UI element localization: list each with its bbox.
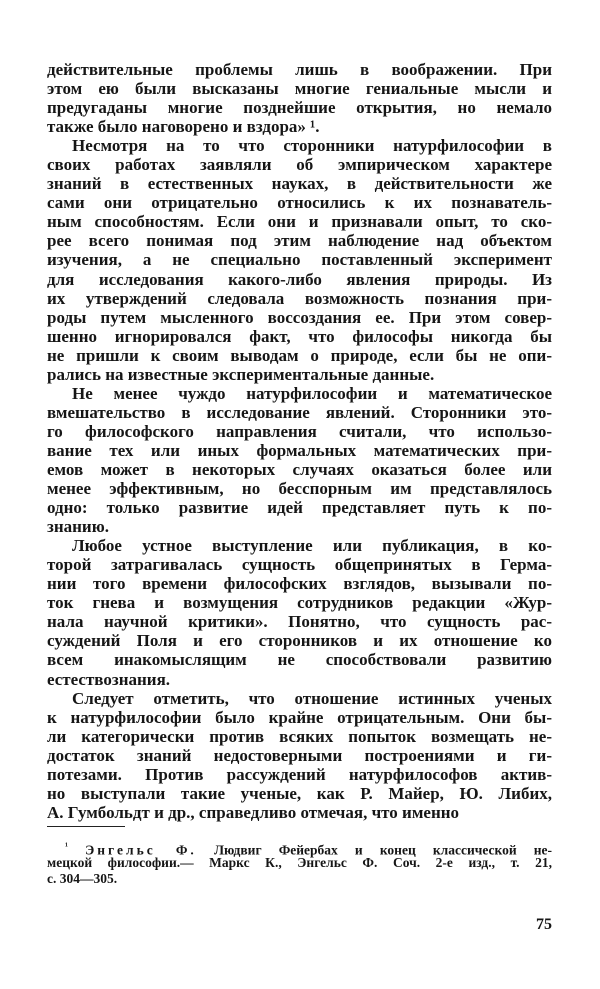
text-line: естествознания. [47, 669, 171, 689]
footnote-line: мецкой философии.— Маркс К., Энгельс Ф. Соч. 2-е изд., т. 21, [47, 855, 552, 870]
text-line: нии того времени философских взглядов, вызывали по- [47, 574, 552, 594]
footnote-line [47, 839, 552, 858]
text-line: их утверждений следовала возможность познания при- [47, 288, 552, 308]
text-line: го философского направления считали, что использо- [47, 421, 552, 441]
text-line: вмешательство в исследование явлений. Сторонники это- [47, 402, 552, 422]
text-line: изучения, а не специально поставленный эксперимент [47, 250, 552, 270]
text-line: ли категорически против всяких попыток возмещать не- [47, 726, 552, 746]
text-line: Следует отметить, что отношение истинных ученых [72, 688, 552, 708]
text-line: роды путем мысленного воссоздания ее. При этом совер- [47, 307, 552, 327]
text-line: шенно игнорировался факт, что философы никогда бы [47, 326, 552, 346]
text-line: рее всего понимая под этим наблюдение над объектом [47, 231, 552, 251]
text-line: действительные проблемы лишь в воображении. При [47, 60, 552, 79]
footnote-divider [47, 826, 125, 827]
paragraph [47, 136, 552, 384]
text-line: этом ею были высказаны многие гениальные мысли и [47, 79, 552, 99]
text-line: торой затрагивалась сущность общепринятых в Герма- [47, 555, 552, 575]
footnote-title: Людвиг Фейербах и конец классической не- [213, 842, 552, 858]
text-line: Не менее чуждо натурфилософии и математическое [72, 383, 552, 403]
text-line: вание тех или иных формальных математических при- [47, 440, 552, 460]
text-line: суждений Поля и его сторонников и их отношение ко [47, 631, 552, 651]
text-line: Любое устное выступление или публикация, в ко- [72, 536, 552, 556]
text-line: всем инакомыслящим не способствовали развитию [47, 650, 552, 670]
text-line: предугаданы многие позднейшие открытия, но немало [47, 98, 552, 118]
text-line: ток гнева и возмущения сотрудников редакции «Жур- [47, 593, 552, 613]
footnote [47, 839, 552, 887]
text-line: ным способностям. Если они и признавали опыт, то ско- [47, 212, 552, 232]
text-line: также было наговорено и вздора» ¹. [47, 117, 320, 137]
body-text [47, 60, 552, 822]
text-line: одно: только развитие идей представляет путь к по- [47, 498, 552, 518]
footnote-author: Энгельс Ф. [85, 842, 197, 858]
text-line: нала научной критики». Понятно, что сущность рас- [47, 612, 552, 632]
text-line: менее эффективным, но бесспорным им представлялось [47, 479, 552, 499]
text-line: знаний в естественных науках, в действительности же [47, 174, 552, 194]
text-line: своих работах заявляли об эмпирическом характере [47, 155, 552, 175]
paragraph [47, 384, 552, 536]
text-line: рались на известные экспериментальные данные. [47, 364, 435, 384]
footnote-marker: ¹ [65, 841, 68, 852]
footnote-line: с. 304—305. [47, 871, 118, 886]
paragraph [47, 689, 552, 822]
text-line: сами они отрицательно относились к их познаватель- [47, 193, 552, 213]
text-line: потезами. Против рассуждений натурфилософов актив- [47, 764, 552, 784]
text-line: знанию. [47, 517, 109, 537]
text-line: достаток знаний недостоверными построениями и ги- [47, 745, 552, 765]
text-line: но выступали такие ученые, как Р. Майер, Ю. Либих, [47, 783, 552, 803]
text-line: к натурфилософии было крайне отрицательным. Они бы- [47, 707, 552, 727]
text-line: не пришли к своим выводам о природе, если бы не опи- [47, 345, 552, 365]
text-line: для исследования какого-либо явления природы. Из [47, 269, 552, 289]
text-line: Несмотря на то что сторонники натурфилософии в [72, 136, 552, 156]
text-line: А. Гумбольдт и др., справедливо отмечая, что именно [47, 802, 460, 822]
page-number: 75 [536, 916, 552, 933]
paragraph [47, 536, 552, 688]
paragraph [47, 60, 552, 136]
text-line: емов может в некоторых случаях оказаться более или [47, 459, 552, 479]
